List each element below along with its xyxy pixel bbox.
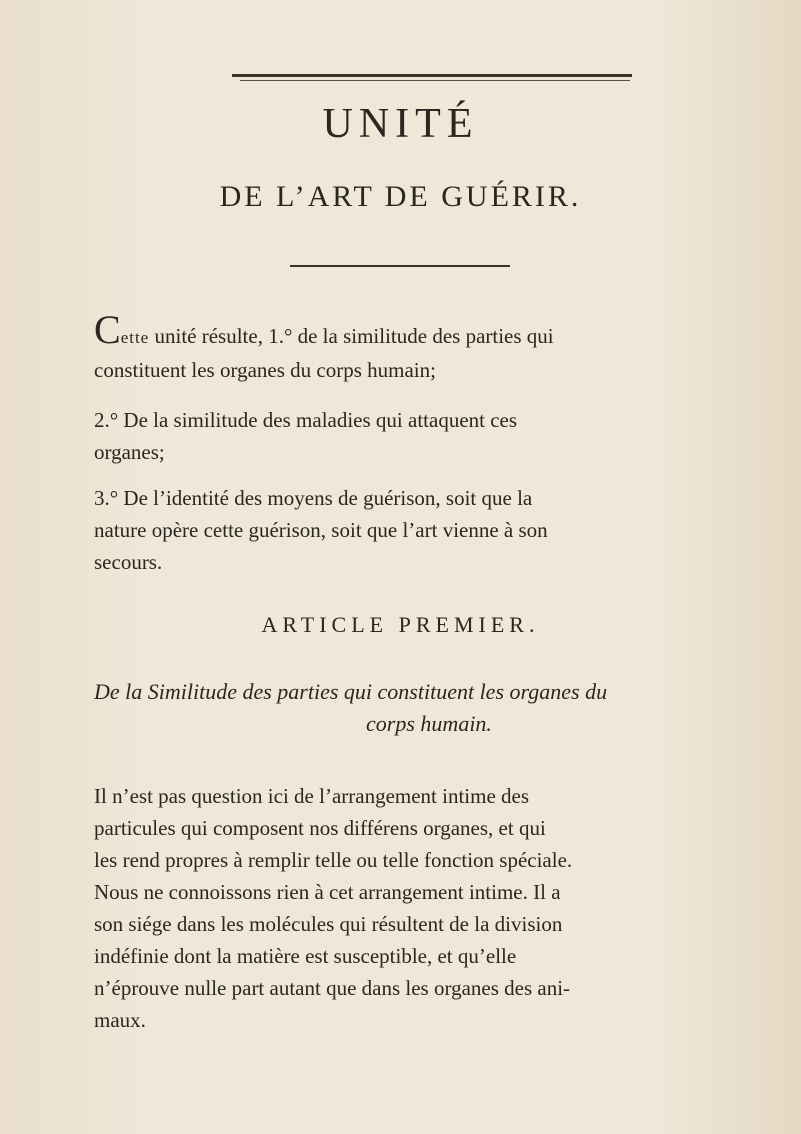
point-three-line-3: secours. bbox=[94, 550, 163, 574]
article-line-2: particules qui composent nos différens organes, et qui bbox=[94, 816, 546, 840]
section-title bbox=[94, 676, 764, 740]
article-line-4: Nous ne connoissons rien à cet arrangement intime. Il a bbox=[94, 880, 561, 904]
section-divider bbox=[290, 265, 510, 267]
article-line-1: Il n’est pas question ici de l’arrangement intime des bbox=[94, 784, 530, 808]
section-title-line-2: corps humain. bbox=[366, 711, 492, 736]
section-title-line-1: De la Similitude des parties qui constituent les organes du bbox=[94, 679, 608, 704]
article-heading: ARTICLE PREMIER. bbox=[261, 612, 540, 637]
point-three-line-2: nature opère cette guérison, soit que l’art vienne à son bbox=[94, 518, 548, 542]
article-line-6: indéfinie dont la matière est susceptible, et qu’elle bbox=[94, 944, 517, 968]
point-three-line-1: 3.° De l’identité des moyens de guérison, soit que la bbox=[94, 486, 533, 510]
point-three-paragraph bbox=[94, 482, 764, 578]
top-rule bbox=[232, 74, 632, 77]
intro-line-1 bbox=[94, 307, 764, 354]
article-line-3: les rend propres à remplir telle ou telle fonction spéciale. bbox=[94, 848, 573, 872]
point-two-paragraph bbox=[94, 404, 764, 468]
intro-line-2: constituent les organes du corps humain; bbox=[94, 358, 436, 382]
point-two-line-1: 2.° De la similitude des maladies qui attaquent ces bbox=[94, 408, 518, 432]
article-line-8: maux. bbox=[94, 1008, 146, 1032]
article-line-7: n’éprouve nulle part autant que dans les organes des ani- bbox=[94, 976, 571, 1000]
point-two-line-2: organes; bbox=[94, 440, 165, 464]
smallcaps-word: ette bbox=[120, 328, 150, 347]
intro-paragraph bbox=[94, 307, 764, 386]
intro-line-1-text: unité résulte, 1.° de la similitude des parties qui bbox=[149, 324, 554, 348]
page-title: UNITÉ bbox=[322, 101, 479, 147]
drop-cap: C bbox=[94, 307, 121, 352]
article-paragraph bbox=[94, 780, 764, 1036]
top-rule-thin bbox=[240, 80, 630, 81]
page-subtitle: DE L’ART DE GUÉRIR. bbox=[219, 180, 582, 213]
article-line-5: son siége dans les molécules qui résultent de la division bbox=[94, 912, 563, 936]
